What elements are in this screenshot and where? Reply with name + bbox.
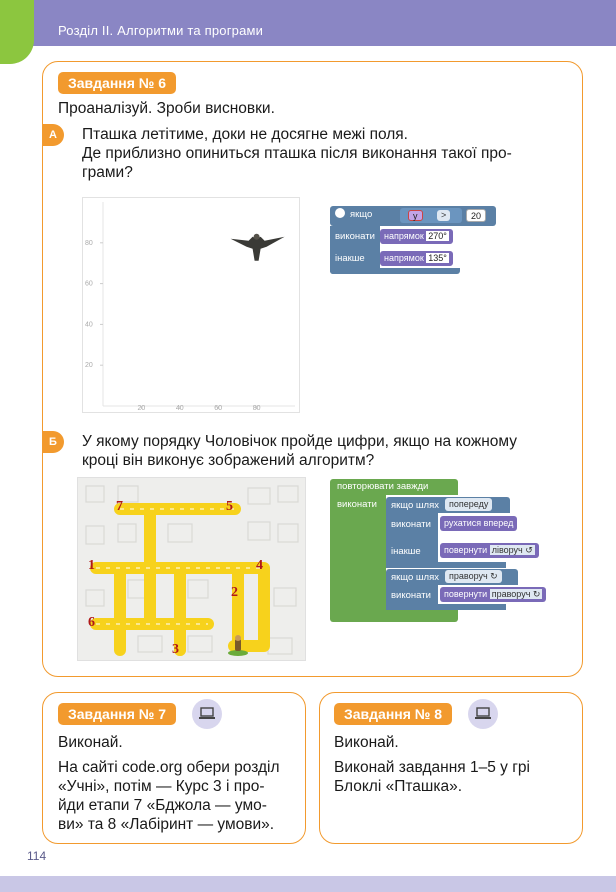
chart-svg [83,198,301,414]
compare-value: 20 [466,209,486,222]
turn-right-value: праворуч ↻ [491,589,541,599]
maze-number-1: 1 [88,558,95,573]
maze-svg [78,478,307,662]
computer-task-badge-8 [468,699,498,729]
task-6-label: Завдання № 6 [58,72,176,94]
computer-task-badge-7 [192,699,222,729]
turn-right-block [440,587,546,602]
footer-bar [0,876,616,892]
maze-number-6: 6 [88,615,95,630]
y-tick-label: 60 [85,280,93,288]
part-a-marker: А [42,124,64,146]
turn-left-value: ліворуч ↺ [491,545,533,555]
if-block-footer [330,268,460,274]
task-7-label: Завдання № 7 [58,703,176,725]
turn-right-label: повернути [444,589,488,599]
maze-number-4: 4 [256,558,263,573]
part-a-line-1: Пташка летітиме, доки не досягне межі поля. [82,126,408,143]
part-b-line-1: У якому порядку Чоловічок пройде цифри, якщо на кожному [82,433,517,450]
then-heading-value: 270° [428,231,447,241]
y-tick-label: 40 [85,321,93,329]
laptop-icon [475,707,491,721]
y-tick-label: 20 [85,362,93,370]
part-a-line-3: грами? [82,164,133,181]
part-b-line-2: кроці він виконує зображений алгоритм? [82,452,375,469]
bird-field-chart [82,197,300,413]
task-8-line-1: Виконай завдання 1–5 у грі [334,759,530,776]
task-8-line-2: Блоклі «Пташка». [334,778,462,795]
variable-y: y [408,210,423,221]
page-number: 114 [27,849,47,863]
else-keyword-b: інакше [391,546,421,557]
chapter-tab [0,0,34,64]
if-keyword: якщо [350,209,373,220]
maze-image [77,477,306,661]
task-7-line-4: ви» та 8 «Лабіринт — умови». [58,816,275,833]
repeat-block-side [330,495,386,609]
if-path-ahead-footer [386,562,506,568]
chapter-title: Розділ ІІ. Алгоритми та програми [58,23,264,38]
if-path-right-footer [386,604,506,610]
maze-number-3: 3 [172,642,179,657]
task-7-line-2: «Учні», потім — Курс 3 і про- [58,778,265,795]
else-keyword: інакше [335,253,365,264]
then-heading-label: напрямок [384,231,424,241]
operator-gt: > [437,210,450,221]
dir-right-dropdown: праворуч ↻ [445,570,502,583]
maze-number-2: 2 [231,585,238,600]
x-tick-label: 20 [137,405,146,412]
else-heading-value: 135° [428,253,447,263]
man-character-icon [226,634,250,658]
x-tick-label: 40 [175,405,184,412]
turn-left-label: повернути [444,545,488,555]
loop-do-keyword: виконати [337,499,377,510]
x-tick-label: 60 [214,405,223,412]
if-path-keyword-1: якщо шлях [391,500,439,511]
bird-icon [231,234,285,261]
else-heading-label: напрямок [384,253,424,263]
dir-forward-dropdown: попереду [445,498,492,511]
task-7-line-1: На сайті code.org обери розділ [58,759,280,776]
laptop-icon [199,707,215,721]
task-7-intro: Виконай. [58,734,123,751]
part-a-line-2: Де приблизно опиниться пташка після виконання такої про- [82,145,512,162]
move-forward-block: рухатися вперед [440,516,517,531]
maze-number-5: 5 [226,499,233,514]
part-b-marker: Б [42,431,64,453]
x-tick-label: 80 [252,405,261,412]
repeat-block-footer [330,609,458,622]
task-8-intro: Виконай. [334,734,399,751]
then-heading-block [380,229,453,244]
y-tick-label: 80 [85,239,93,247]
do-keyword-1: виконати [391,519,431,530]
turn-left-block [440,543,539,558]
maze-number-7: 7 [116,499,123,514]
if-path-keyword-2: якщо шлях [391,572,439,583]
else-heading-block [380,251,453,266]
repeat-keyword: повторювати завжди [337,481,429,492]
then-keyword: виконати [335,231,375,242]
task-6-intro: Проаналізуй. Зроби висновки. [58,100,275,117]
gear-icon [335,208,345,218]
task-7-line-3: йди етапи 7 «Бджола — умо- [58,797,267,814]
task-8-label: Завдання № 8 [334,703,452,725]
do-keyword-2: виконати [391,590,431,601]
